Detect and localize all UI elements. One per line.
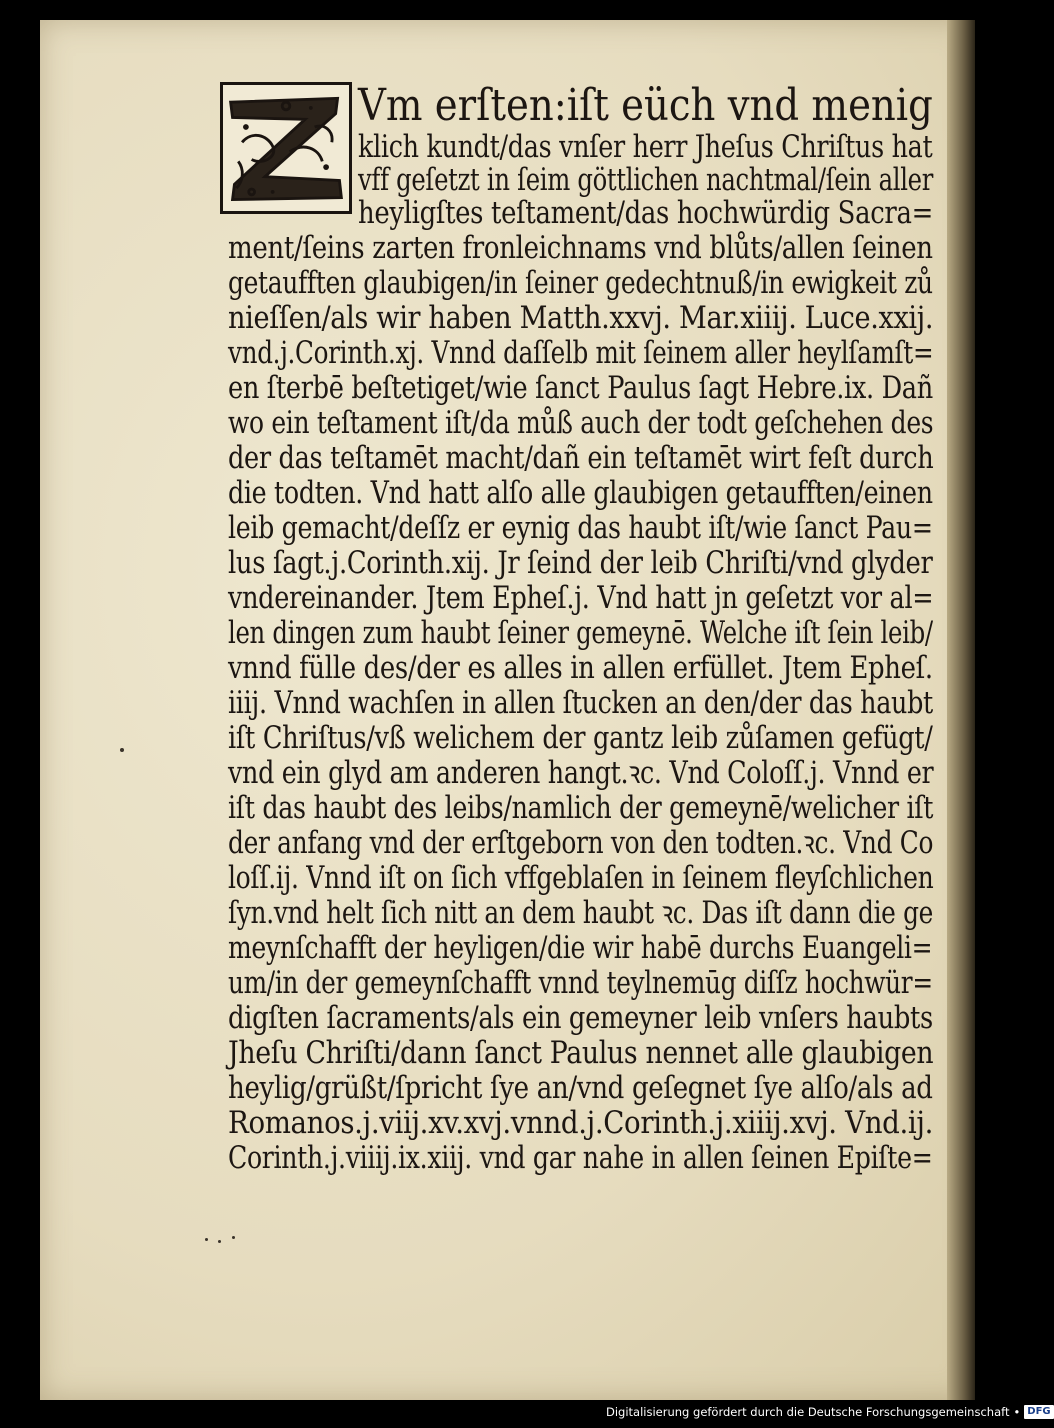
text-line-13: leib gemacht/deſſz er eynig das haubt iſt/wie ſanct Pau= bbox=[228, 510, 933, 546]
book-page bbox=[40, 20, 975, 1400]
text-line-11: der das teſtamēt macht/dañ ein teſtamēt wirt feſt durch bbox=[228, 440, 934, 476]
text-line-29: heylig/grüßt/ſpricht ſye an/vnd geſegnet ſye alſo/als ad bbox=[228, 1070, 933, 1106]
text-line-8: vnd.j.Corinth.xj. Vnnd daſſelb mit ſeinem aller heylſamſt= bbox=[228, 335, 934, 371]
text-line-4: heyligſtes teſtament/das hochwürdig Sacra= bbox=[358, 195, 933, 231]
dfg-logo: DFG bbox=[1024, 1405, 1053, 1419]
text-line-22: der anfang vnd der erſtgeborn von den todten.ꝛc. Vnd Co bbox=[228, 825, 934, 861]
text-line-16: len dingen zum haubt ſeiner gemeynē. Welche iſt ſein leib/ bbox=[228, 615, 933, 651]
ink-speck bbox=[232, 1236, 235, 1239]
text-line-30: Romanos.j.viij.xv.xvj.vnnd.j.Corinth.j.xiiij.xvj. Vnd.ij. bbox=[228, 1105, 934, 1141]
text-line-1: Vm erſten:iſt eüch vnd menig bbox=[358, 80, 933, 131]
text-line-23: loſſ.ij. Vnnd iſt on ſich vffgeblaſen in ſeinem fleyſchlichen bbox=[228, 860, 934, 896]
text-line-31: Corinth.j.viiij.ix.xiij. vnd gar nahe in allen ſeinen Epiſte= bbox=[228, 1140, 933, 1176]
decorated-initial-z bbox=[220, 82, 352, 214]
text-line-17: vnnd fülle des/der es alles in allen erfüllet. Jtem Epheſ. bbox=[228, 650, 933, 686]
footer-credit-text: Digitalisierung gefördert durch die Deutsche Forschungsgemeinschaft bbox=[606, 1405, 1010, 1419]
text-line-20: vnd ein glyd am anderen hangt.ꝛc. Vnd Coloſſ.j. Vnnd er bbox=[228, 755, 934, 791]
digitization-footer bbox=[606, 1403, 1051, 1421]
text-line-9: en ſterbē beſtetiget/wie ſanct Paulus ſagt Hebre.ix. Dañ bbox=[228, 370, 933, 406]
text-line-6: getaufften glaubigen/in ſeiner gedechtnuß/in ewigkeit zů bbox=[228, 265, 933, 301]
text-line-10: wo ein teſtament iſt/da můß auch der todt geſchehen des bbox=[228, 405, 934, 441]
text-line-24: ſyn.vnd helt ſich nitt an dem haubt ꝛc. Das iſt dann die ge bbox=[228, 895, 934, 931]
text-line-15: vndereinander. Jtem Epheſ.j. Vnd hatt jn geſetzt vor al= bbox=[228, 580, 934, 616]
text-line-27: digſten ſacraments/als ein gemeyner leib vnſers haubts bbox=[228, 1000, 933, 1036]
text-line-7: nieſſen/als wir haben Matth.xxvj. Mar.xiiij. Luce.xxij. bbox=[228, 300, 934, 336]
text-line-26: um/in der gemeynſchafft vnnd teylnemūg diſſz hochwür= bbox=[228, 965, 933, 1001]
text-line-18: iiij. Vnnd wachſen in allen ſtucken an den/der das haubt bbox=[228, 685, 933, 721]
text-line-28: Jheſu Chriſti/dann ſanct Paulus nennet alle glaubigen bbox=[228, 1035, 934, 1071]
book-spine-shadow bbox=[947, 20, 975, 1400]
ink-speck bbox=[205, 1238, 208, 1241]
text-line-12: die todten. Vnd hatt alſo alle glaubigen getaufften/einen bbox=[228, 475, 933, 511]
text-line-5: ment/ſeins zarten fronleichnams vnd blůts/allen ſeinen bbox=[228, 230, 933, 266]
text-line-25: meynſchafft der heyligen/die wir habē durchs Euangeli= bbox=[228, 930, 933, 966]
ink-speck bbox=[218, 1240, 221, 1243]
text-line-3: vff geſetzt in ſeim göttlichen nachtmal/ſein aller bbox=[358, 162, 934, 198]
text-line-19: iſt Chriſtus/vß welichem der gantz leib zůſamen gefügt/ bbox=[228, 720, 933, 756]
text-line-2: klich kundt/das vnſer herr Jheſus Chriſtus hat bbox=[358, 129, 933, 165]
text-line-14: lus ſagt.j.Corinth.xij. Jr ſeind der leib Chriſti/vnd glyder bbox=[228, 545, 933, 581]
footer-separator: • bbox=[1013, 1405, 1021, 1419]
ink-speck bbox=[120, 748, 124, 752]
text-line-21: iſt das haubt des leibs/namlich der gemeynē/welicher iſt bbox=[228, 790, 934, 826]
